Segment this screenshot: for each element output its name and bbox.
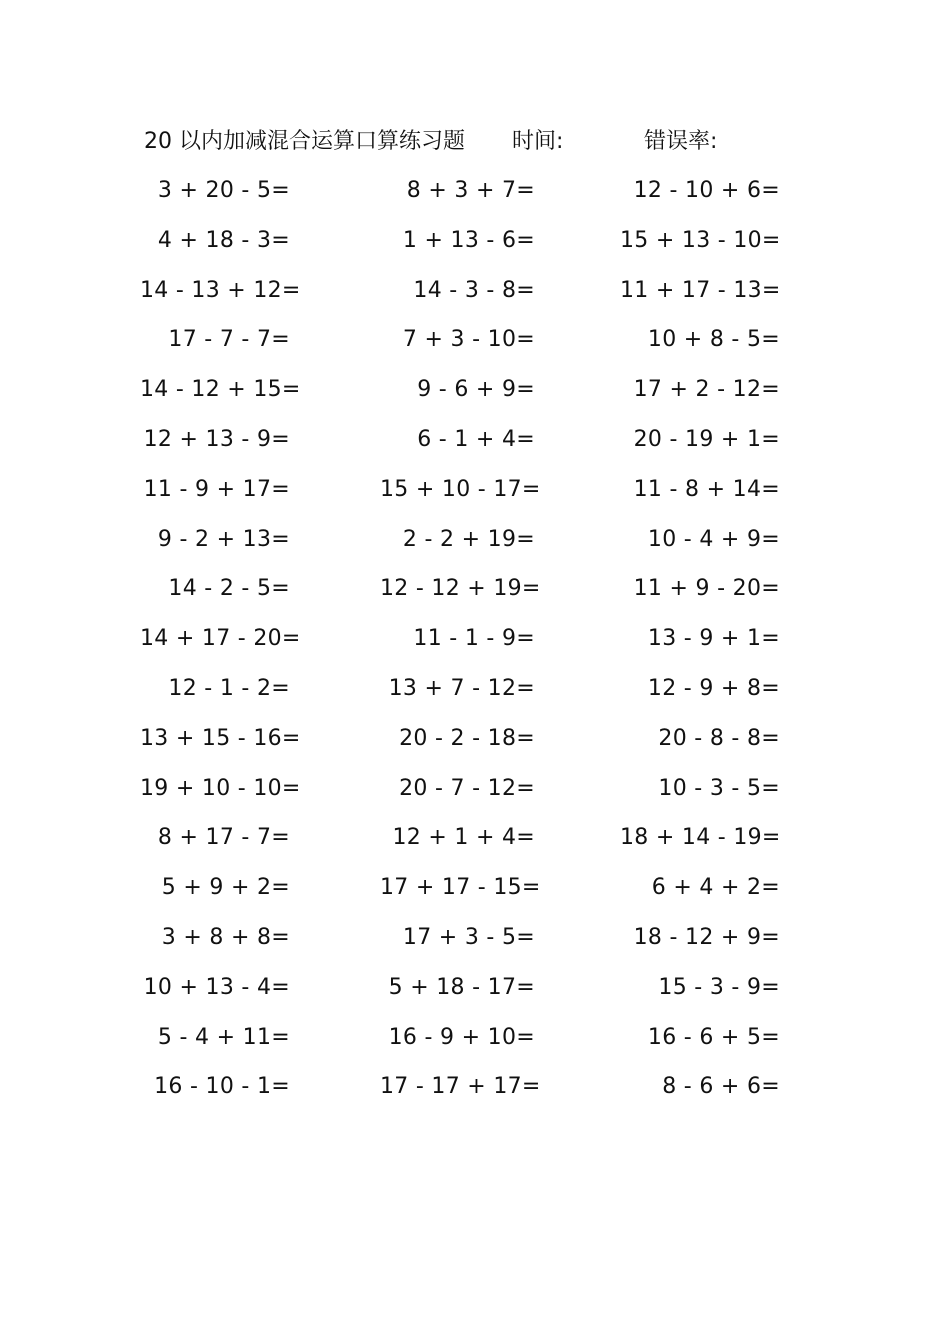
math-problem: 8 + 17 - 7= xyxy=(157,825,290,851)
math-problem: 13 + 15 - 16= xyxy=(140,725,301,751)
math-problem: 6 - 1 + 4= xyxy=(417,427,535,452)
math-problem: 13 - 9 + 1= xyxy=(647,626,780,652)
math-problem: 13 + 7 - 12= xyxy=(388,676,535,701)
math-problem: 9 - 2 + 13= xyxy=(157,526,290,552)
math-problem: 17 - 17 + 17= xyxy=(380,1074,541,1100)
error-rate-label: 错误率: xyxy=(644,129,718,154)
math-problem: 12 - 9 + 8= xyxy=(647,676,780,701)
math-problem: 10 - 4 + 9= xyxy=(647,526,780,552)
math-problem: 15 - 3 - 9= xyxy=(658,974,780,1000)
math-problem: 9 - 6 + 9= xyxy=(417,377,535,403)
math-problem: 11 - 1 - 9= xyxy=(413,626,535,652)
math-problem: 10 + 8 - 5= xyxy=(647,327,780,353)
math-problem: 14 - 12 + 15= xyxy=(140,377,301,403)
math-problem: 16 - 9 + 10= xyxy=(388,1024,535,1050)
math-problem: 12 - 10 + 6= xyxy=(633,178,780,203)
math-problem: 17 + 3 - 5= xyxy=(402,925,535,950)
math-problem: 12 - 1 - 2= xyxy=(168,676,290,701)
math-problem: 17 - 7 - 7= xyxy=(168,327,290,353)
math-problem: 5 - 4 + 11= xyxy=(157,1024,290,1050)
math-problem: 20 - 2 - 18= xyxy=(399,725,535,751)
math-problem: 16 - 10 - 1= xyxy=(154,1074,290,1100)
math-problem: 8 - 6 + 6= xyxy=(662,1074,780,1100)
math-problem: 3 + 20 - 5= xyxy=(157,178,290,203)
math-problem: 12 + 13 - 9= xyxy=(143,427,290,452)
math-problem: 15 + 10 - 17= xyxy=(380,476,541,502)
math-problem: 20 - 19 + 1= xyxy=(633,427,780,452)
math-problem: 14 - 13 + 12= xyxy=(140,277,301,303)
math-problem: 14 + 17 - 20= xyxy=(140,626,301,652)
math-problem: 6 + 4 + 2= xyxy=(651,875,780,901)
math-problem: 17 + 17 - 15= xyxy=(380,875,541,901)
math-problem: 17 + 2 - 12= xyxy=(633,377,780,403)
math-problem: 11 + 9 - 20= xyxy=(633,576,780,602)
math-problem: 12 - 12 + 19= xyxy=(380,576,541,602)
time-label: 时间: xyxy=(512,129,564,154)
math-problem: 14 - 2 - 5= xyxy=(168,576,290,602)
worksheet-title: 20 以内加减混合运算口算练习题 xyxy=(144,129,465,154)
math-problem: 20 - 7 - 12= xyxy=(399,775,535,801)
math-problem: 1 + 13 - 6= xyxy=(402,227,535,253)
math-problem: 18 - 12 + 9= xyxy=(633,925,780,950)
math-problem: 4 + 18 - 3= xyxy=(157,227,290,253)
math-problem: 10 - 3 - 5= xyxy=(658,775,780,801)
math-problem: 18 + 14 - 19= xyxy=(620,825,781,851)
math-problem: 11 - 9 + 17= xyxy=(143,476,290,502)
math-problem: 3 + 8 + 8= xyxy=(161,925,290,950)
math-problem: 15 + 13 - 10= xyxy=(620,227,781,253)
math-problem: 12 + 1 + 4= xyxy=(392,825,535,851)
math-problem: 19 + 10 - 10= xyxy=(140,775,301,801)
math-problem: 14 - 3 - 8= xyxy=(413,277,535,303)
math-problem: 10 + 13 - 4= xyxy=(143,974,290,1000)
math-problem: 2 - 2 + 19= xyxy=(402,526,535,552)
math-problem: 8 + 3 + 7= xyxy=(406,178,535,203)
math-problem: 5 + 18 - 17= xyxy=(388,974,535,1000)
math-problem: 16 - 6 + 5= xyxy=(647,1024,780,1050)
math-problem: 7 + 3 - 10= xyxy=(402,327,535,353)
math-problem: 11 + 17 - 13= xyxy=(620,277,781,303)
math-problem: 5 + 9 + 2= xyxy=(161,875,290,901)
math-problem: 11 - 8 + 14= xyxy=(633,476,780,502)
math-problem: 20 - 8 - 8= xyxy=(658,725,780,751)
